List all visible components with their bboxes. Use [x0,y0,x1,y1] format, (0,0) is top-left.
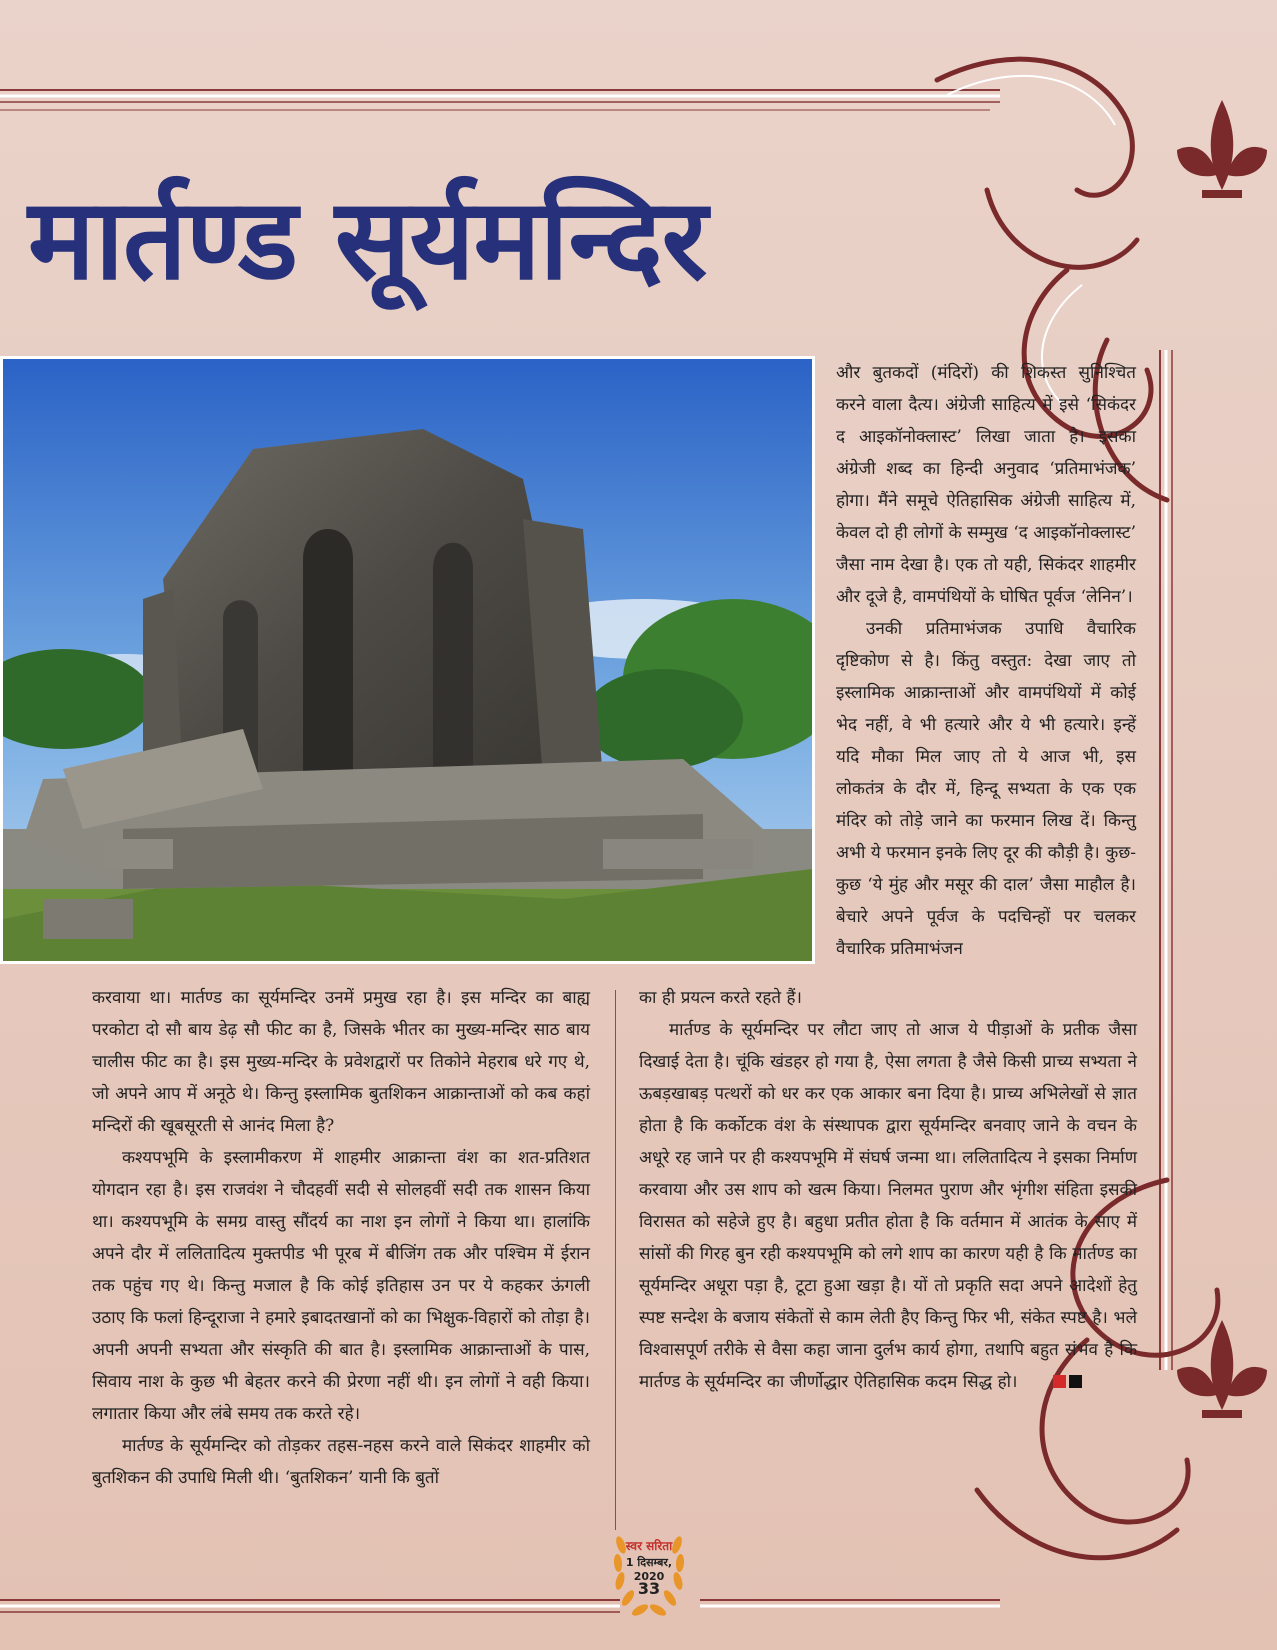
end-of-article-marks [1023,1367,1085,1399]
page-number: 33 [637,1579,661,1598]
column-divider [615,990,616,1530]
issue-date: 1 दिसम्बर, 2020 [625,1556,673,1583]
magazine-name: स्वर सरिता [625,1539,673,1553]
paragraph-text: मार्तण्ड के सूर्यमन्दिर पर लौटा जाए तो आज ये पीड़ाओं के प्रतीक जैसा दिखाई देता है। चूंकि खंडहर हो गया है, ऐसा लगता है जैसे किसी प्राच्य सभ्यता ने ऊबड़खाबड़ पत्थरों को धर कर एक आकार बना दिया है। प्राच्य अभिलेखों से ज्ञात होता है कि कर्कोटक वंश के संस्थापक द्वारा सूर्यमन्दिर बनवाए जाने के वचन के अधूरे रह जाने पर ही कश्यपभूमि में संघर्ष जन्मा था। ललितादित्य ने इसका निर्माण करवाया और उस शाप को खत्म किया। निलमत पुराण और भृंगीश संहिता इसकी विरासत को सहेजे हुए है। बहुधा प्रतीत होता है कि वर्तमान में आतंक के साए में सांसों की गिरह बुन रही कश्यपभूमि को लगे शाप का कारण यही है कि मार्तण्ड का सूर्यमन्दिर अधूरा पड़ा है, टूटा हुआ खड़ा है। यों तो प्रकृति सदा अपने आदेशों हेतु स्पष्ट सन्देश के बजाय संकेतों से काम लेती हैए किन्तु फिर भी, संकेत स्पष्ट है। भले विश्वासपूर्ण तरीके से वैसा कहा जाना दुर्लभ कार्य होगा, तथापि बहुत संभव है कि मार्तण्ड के सूर्यमन्दिर का जीर्णोद्धार ऐतिहासिक कदम सिद्ध हो। [639,1020,1137,1392]
paragraph [639,1014,1137,1399]
red-square-icon [1053,1375,1066,1388]
paragraph: कश्यपभूमि के इस्लामीकरण में शाहमीर आक्रान्ता वंश का शत-प्रतिशत योगदान रहा है। इस राजवंश ने चौदहवीं सदी से सोलहवीं सदी तक शासन किया था। कश्यपभूमि के समग्र वास्तु सौंदर्य का नाश इन लोगों ने किया था। हालांकि अपने दौर में ललितादित्य मुक्तपीड भी पूरब में बीजिंग तक और पश्चिम में ईरान तक पहुंच गए थे। किन्तु मजाल है कि कोई इतिहास उन पर ये कहकर ऊंगली उठाए कि फलां हिन्दूराजा ने हमारे इबादतखानों को का भिक्षुक-विहारों को तोड़ा है। अपनी अपनी सभ्यता और संस्कृति की बात है। इस्लामिक आक्रान्ताओं के पास, सिवाय नाश के कुछ भी बेहतर करने की प्रेरणा नहीं थी। इन लोगों ने वही किया। लगातार किया और लंबे समय तक करते रहे। [92,1148,590,1424]
paragraph: उनकी प्रतिमाभंजक उपाधि वैचारिक दृष्टिकोण से है। किंतु वस्तुत: देखा जाए तो इस्लामिक आक्रान्ताओं और वामपंथियों में कोई भेद नहीं, वे भी हत्यारे और ये भी हत्यारे। इन्हें यदि मौका मिल जाए तो ये आज भी, इस लोकतंत्र के दौर में, हिन्दू सभ्यता के एक एक मंदिर को तोड़े जाने का फरमान लिख दें। किन्तु अभी ये फरमान इनके लिए दूर की कौड़ी है। कुछ-कुछ ‘ये मुंह और मसूर की दाल’ जैसा माहौल है। बेचारे अपने पूर्वज के पदचिन्हों पर चलकर वैचारिक प्रतिमाभंजन [836,619,1136,959]
black-square-icon [1069,1375,1082,1388]
paragraph: का ही प्रयत्न करते रहते हैं। [639,988,802,1008]
article-column-right-top [836,357,1136,965]
magazine-badge [611,1505,687,1633]
page-title: मार्तण्ड सूर्यमन्दिर [28,175,707,305]
paragraph: करवाया था। मार्तण्ड का सूर्यमन्दिर उनमें प्रमुख रहा है। इस मन्दिर का बाह्य परकोटा दो सौ बाय डेढ़ सौ फीट का है, जिसके भीतर का मुख्य-मन्दिर साठ बाय चालीस फीट का है। इस मुख्य-मन्दिर के प्रवेशद्वारों पर तिकोने मेहराब धरे गए थे, जो अपने आप में अनूठे थे। किन्तु इस्लामिक बुतशिकन आक्रान्ताओं को कब कहां मन्दिरों की खूबसूरती से आनंद मिला है? [92,988,590,1136]
temple-illustration [3,359,812,961]
paragraph: और बुतकदों (मंदिरों) की शिकस्त सुनिश्चित करने वाला दैत्य। अंग्रेजी साहित्य में इसे ‘सिकंदर द आइकॉनोक्लास्ट’ लिखा जाता है। इसका अंग्रेजी शब्द का हिन्दी अनुवाद ‘प्रतिमाभंजक’ होगा। मैंने समूचे ऐतिहासिक अंग्रेजी साहित्य में, केवल दो ही लोगों के सम्मुख ‘द आइकॉनोक्लास्ट’ जैसा नाम देखा है। एक तो यही, सिकंदर शाहमीर और दूजे है, वामपंथियों के घोषित पूर्वज ‘लेनिन’। [836,363,1136,607]
temple-ruins-photo [0,356,815,964]
article-column-right-bottom [639,982,1137,1399]
article-column-left [92,982,590,1494]
paragraph: मार्तण्ड के सूर्यमन्दिर को तोड़कर तहस-नहस करने वाले सिकंदर शाहमीर को बुतशिकन की उपाधि मिली थी। ‘बुतशिकन’ यानी कि बुतों [92,1436,590,1488]
